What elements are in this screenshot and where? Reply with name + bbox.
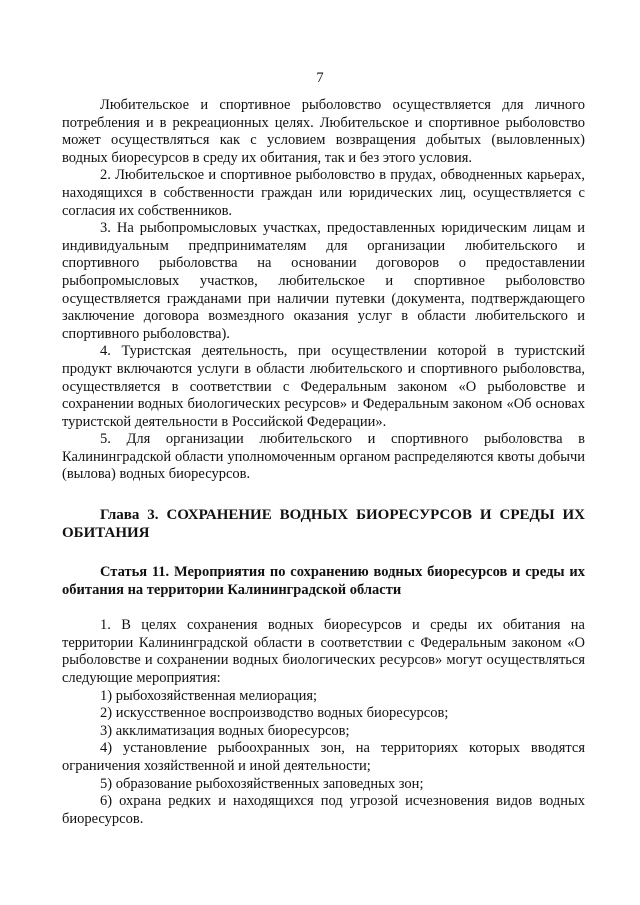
paragraph-4: 4. Туристская деятельность, при осуществлении которой в туристский продукт включаются услуги в области любительского и спортивного рыболовства, осуществляется в соответствии с Федеральным законом «О рыболовстве и сохранении водных биологических ресурсов» и Федеральным законом «Об основах туристской деятельности в Российской Федерации». [62, 343, 585, 430]
paragraph-2: 2. Любительское и спортивное рыболовство в прудах, обводненных карьерах, находящихся в собственности граждан или юридических лиц, осуществляется с согласия их собственников. [62, 167, 585, 219]
list-item-4: 4) установление рыбоохранных зон, на территориях которых вводятся ограничения хозяйственной и иной деятельности; [62, 740, 585, 774]
list-item-1: 1) рыбохозяйственная мелиорация; [100, 687, 318, 704]
list-item-6: 6) охрана редких и находящихся под угрозой исчезновения видов водных биоресурсов. [62, 793, 585, 827]
paragraph-intro: Любительское и спортивное рыболовство осуществляется для личного потребления и в рекреационных целях. Любительское и спортивное рыболовство может осуществляться как с условием возвращения добытых (выловленных) водных биоресурсов в среду их обитания, так и без этого условия. [62, 97, 585, 166]
list-item-2: 2) искусственное воспроизводство водных биоресурсов; [100, 705, 449, 722]
page-number: 7 [316, 70, 324, 86]
list-item-3: 3) акклиматизация водных биоресурсов; [100, 722, 350, 739]
article-intro: 1. В целях сохранения водных биоресурсов и среды их обитания на территории Калининградской области в соответствии с Федеральным законом «О рыболовстве и сохранении водных биологических ресурсов» могут осуществляться следующие мероприятия: [62, 617, 585, 687]
list-item-5: 5) образование рыбохозяйственных заповедных зон; [100, 775, 424, 792]
chapter-title: Глава 3. СОХРАНЕНИЕ ВОДНЫХ БИОРЕСУРСОВ И СРЕДЫ ИХ ОБИТАНИЯ [62, 507, 585, 542]
paragraph-5: 5. Для организации любительского и спортивного рыболовства в Калининградской области уполномоченным органом распределяются квоты добычи (вылова) водных биоресурсов. [62, 431, 585, 483]
document-body [62, 97, 585, 828]
article-title: Статья 11. Мероприятия по сохранению водных биоресурсов и среды их обитания на территории Калининградской области [62, 564, 585, 598]
section-gap [62, 599, 585, 617]
paragraph-3: 3. На рыбопромысловых участках, предоставленных юридическим лицам и индивидуальным предпринимателям для организации любительского и спортивного рыболовства на основании договоров о предоставлении рыбопромысловых участков, любительское и спортивное рыболовство осуществляется гражданами при наличии путевки (документа, подтверждающего заключение договора возмездного оказания услуг в области любительского и спортивного рыболовства). [62, 220, 585, 342]
